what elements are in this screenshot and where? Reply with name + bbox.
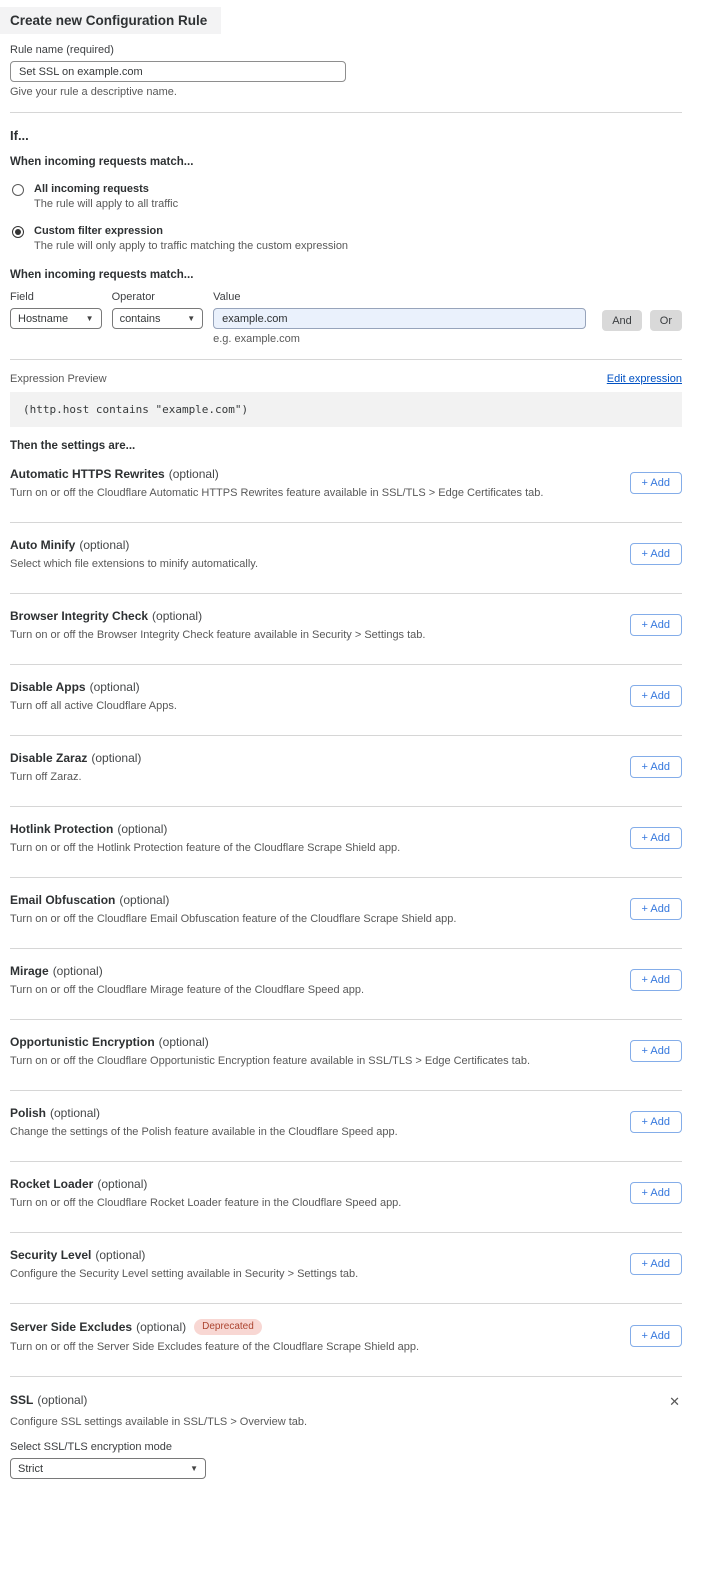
chevron-down-icon: ▼ (190, 1464, 198, 1473)
setting-description: Turn on or off the Cloudflare Email Obfuscation feature of the Cloudflare Scrape Shield app. (10, 913, 457, 925)
setting-title: Auto Minify (10, 538, 76, 552)
setting-title: Opportunistic Encryption (10, 1035, 155, 1049)
expression-preview-label: Expression Preview (10, 373, 107, 385)
rule-name-input[interactable] (10, 61, 346, 82)
setting-description: Turn on or off the Hotlink Protection feature of the Cloudflare Scrape Shield app. (10, 842, 401, 854)
chevron-down-icon: ▼ (85, 314, 94, 323)
page-title-strip (0, 7, 221, 34)
setting-optional-label: (optional) (50, 1106, 101, 1120)
section-divider (10, 112, 682, 113)
section-divider (10, 359, 682, 360)
setting-optional-label: (optional) (117, 822, 168, 836)
deprecated-badge: Deprecated (194, 1319, 262, 1335)
setting-description: Turn on or off the Cloudflare Rocket Loader feature in the Cloudflare Speed app. (10, 1197, 402, 1209)
setting-description: Change the settings of the Polish feature available in the Cloudflare Speed app. (10, 1126, 398, 1138)
setting-description: Configure the Security Level setting available in Security > Settings tab. (10, 1268, 359, 1280)
setting-optional-label: (optional) (158, 1035, 209, 1049)
value-helper: e.g. example.com (213, 333, 300, 345)
setting-row (10, 949, 682, 1020)
setting-row (10, 665, 682, 736)
setting-description: Turn on or off the Cloudflare Mirage feature of the Cloudflare Speed app. (10, 984, 365, 996)
setting-title: Disable Zaraz (10, 751, 88, 765)
ssl-description: Configure SSL settings available in SSL/TLS > Overview tab. (10, 1416, 308, 1428)
setting-row (10, 523, 682, 594)
operator-select[interactable] (112, 308, 204, 329)
settings-list (10, 452, 682, 1377)
radio-custom-filter-desc: The rule will only apply to traffic matching the custom expression (34, 240, 349, 252)
field-select-value: Hostname (18, 312, 69, 325)
ssl-mode-select-value: Strict (18, 1462, 44, 1475)
setting-info (10, 1319, 419, 1353)
chevron-down-icon: ▼ (187, 314, 196, 323)
ssl-mode-label: Select SSL/TLS encryption mode (10, 1441, 173, 1453)
setting-row (10, 878, 682, 949)
add-setting-button[interactable]: + Add (630, 898, 682, 920)
and-button[interactable]: And (602, 310, 642, 331)
add-setting-button[interactable]: + Add (630, 1040, 682, 1062)
setting-title: Server Side Excludes (10, 1320, 133, 1334)
setting-optional-label: (optional) (119, 893, 170, 907)
ssl-mode-select[interactable] (10, 1458, 206, 1479)
setting-title: Security Level (10, 1248, 92, 1262)
if-heading: If... (10, 128, 29, 143)
rule-name-helper: Give your rule a descriptive name. (10, 86, 177, 98)
add-setting-button[interactable]: + Add (630, 614, 682, 636)
setting-title: Hotlink Protection (10, 822, 114, 836)
setting-optional-label: (optional) (97, 1177, 148, 1191)
ssl-optional-label: (optional) (37, 1393, 88, 1407)
setting-info (10, 751, 141, 783)
setting-optional-label: (optional) (52, 964, 103, 978)
setting-description: Turn on or off the Cloudflare Automatic HTTPS Rewrites feature available in SSL/TLS > Edge Certificates tab. (10, 487, 544, 499)
operator-label: Operator (111, 291, 155, 303)
setting-optional-label: (optional) (136, 1320, 187, 1334)
value-label: Value (213, 291, 241, 303)
setting-title: Email Obfuscation (10, 893, 116, 907)
setting-title: Polish (10, 1106, 47, 1120)
setting-info (10, 893, 456, 925)
edit-expression-link[interactable]: Edit expression (606, 373, 682, 385)
setting-title: Automatic HTTPS Rewrites (10, 467, 165, 481)
setting-optional-label: (optional) (89, 680, 140, 694)
expression-preview-code (10, 392, 682, 427)
setting-info (10, 822, 400, 854)
add-setting-button[interactable]: + Add (630, 1325, 682, 1347)
add-setting-button[interactable]: + Add (630, 756, 682, 778)
setting-row (10, 594, 682, 665)
setting-optional-label: (optional) (152, 609, 203, 623)
radio-custom-filter[interactable] (12, 226, 24, 238)
expression-code-text: (http.host contains "example.com") (23, 403, 249, 416)
setting-row (10, 1233, 682, 1304)
rule-name-label: Rule name (required) (10, 44, 114, 56)
field-select[interactable] (10, 308, 102, 329)
setting-optional-label: (optional) (79, 538, 130, 552)
setting-row (10, 452, 682, 523)
setting-optional-label: (optional) (95, 1248, 146, 1262)
setting-optional-label: (optional) (168, 467, 219, 481)
radio-option-custom-filter[interactable] (10, 225, 682, 252)
setting-description: Turn on or off the Browser Integrity Check feature available in Security > Settings tab. (10, 629, 426, 641)
setting-title: Mirage (10, 964, 49, 978)
add-setting-button[interactable]: + Add (630, 969, 682, 991)
add-setting-button[interactable]: + Add (630, 685, 682, 707)
setting-description: Select which file extensions to minify automatically. (10, 558, 259, 570)
setting-row (10, 736, 682, 807)
add-setting-button[interactable]: + Add (630, 472, 682, 494)
add-setting-button[interactable]: + Add (630, 1111, 682, 1133)
radio-custom-filter-label: Custom filter expression (34, 225, 163, 237)
add-setting-button[interactable]: + Add (630, 543, 682, 565)
match-heading: When incoming requests match... (10, 156, 194, 168)
setting-info (10, 538, 258, 570)
setting-info (10, 1177, 401, 1209)
radio-option-all-incoming[interactable] (10, 183, 682, 210)
setting-description: Turn on or off the Server Side Excludes feature of the Cloudflare Scrape Shield app. (10, 1341, 420, 1353)
builder-heading: When incoming requests match... (10, 269, 194, 281)
setting-info (10, 467, 543, 499)
setting-optional-label: (optional) (91, 751, 142, 765)
setting-title: Rocket Loader (10, 1177, 94, 1191)
field-label: Field (10, 291, 34, 303)
close-icon[interactable]: ✕ (669, 1394, 680, 1409)
radio-all-incoming-desc: The rule will apply to all traffic (34, 198, 179, 210)
setting-description: Turn off Zaraz. (10, 771, 82, 783)
setting-info (10, 964, 364, 996)
setting-description: Turn off all active Cloudflare Apps. (10, 700, 177, 712)
add-setting-button[interactable]: + Add (630, 827, 682, 849)
operator-select-value: contains (119, 312, 161, 325)
create-config-rule-form (0, 44, 704, 1479)
or-button[interactable]: Or (650, 310, 682, 331)
expression-builder-row (10, 291, 682, 345)
setting-info (10, 1035, 530, 1067)
add-setting-button[interactable]: + Add (630, 1253, 682, 1275)
then-heading: Then the settings are... (10, 440, 136, 452)
ssl-setting-card (10, 1377, 682, 1479)
page-title: Create new Configuration Rule (10, 13, 208, 28)
setting-info (10, 680, 177, 712)
setting-row (10, 1091, 682, 1162)
setting-info (10, 609, 425, 641)
setting-row (10, 1162, 682, 1233)
setting-title: Browser Integrity Check (10, 609, 149, 623)
setting-info (10, 1106, 398, 1138)
radio-all-incoming[interactable] (12, 184, 24, 196)
radio-all-incoming-label: All incoming requests (34, 183, 149, 195)
setting-row (10, 1304, 682, 1377)
ssl-title: SSL (10, 1393, 34, 1407)
value-input[interactable] (213, 308, 586, 329)
setting-info (10, 1248, 358, 1280)
add-setting-button[interactable]: + Add (630, 1182, 682, 1204)
setting-description: Turn on or off the Cloudflare Opportunistic Encryption feature available in SSL/TLS > Edge Certificates tab. (10, 1055, 531, 1067)
setting-title: Disable Apps (10, 680, 86, 694)
setting-row (10, 807, 682, 878)
setting-row (10, 1020, 682, 1091)
